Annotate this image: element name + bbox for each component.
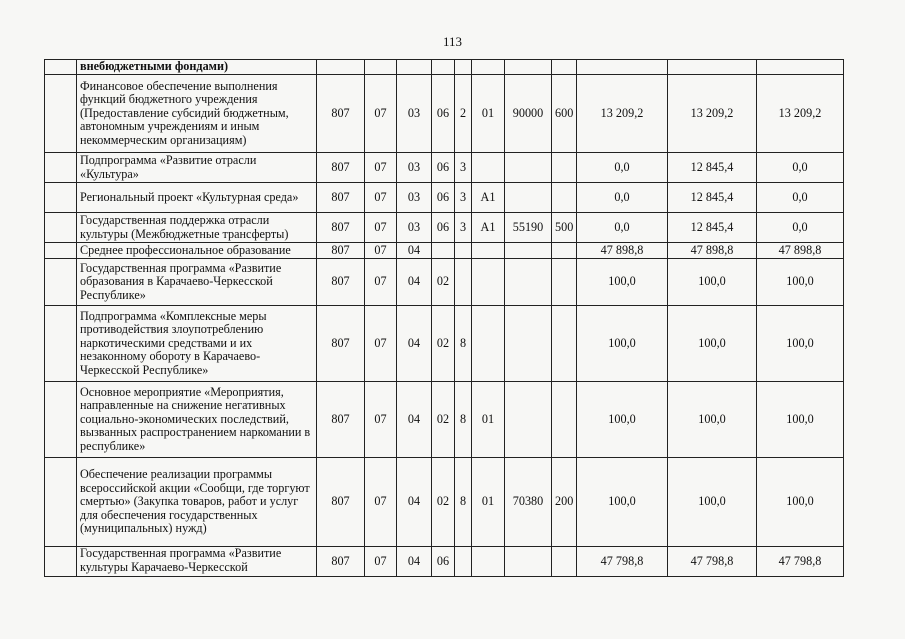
cell-direction: 55190 — [505, 213, 552, 243]
cell-subprogram: 8 — [455, 306, 472, 382]
cell-year-2: 100,0 — [668, 259, 757, 306]
cell-rz — [365, 60, 397, 75]
cell-year-3: 0,0 — [757, 183, 844, 213]
cell-subprogram: 3 — [455, 153, 472, 183]
cell-direction — [505, 243, 552, 259]
cell-gr: 807 — [317, 243, 365, 259]
row-name: Региональный проект «Культурная среда» — [77, 183, 317, 213]
cell-program: 06 — [432, 75, 455, 153]
cell-year-2: 100,0 — [668, 306, 757, 382]
cell-vr: 600 — [552, 75, 577, 153]
cell-rz: 07 — [365, 458, 397, 547]
table-row — [45, 75, 844, 153]
cell-direction — [505, 183, 552, 213]
cell-pr: 03 — [397, 153, 432, 183]
cell-year-1: 13 209,2 — [577, 75, 668, 153]
cell-event: A1 — [472, 213, 505, 243]
cell-year-2: 100,0 — [668, 382, 757, 458]
cell-gr: 807 — [317, 458, 365, 547]
table-row — [45, 547, 844, 577]
cell-direction — [505, 153, 552, 183]
cell-direction — [505, 259, 552, 306]
cell-vr — [552, 306, 577, 382]
cell-vr — [552, 153, 577, 183]
table-row — [45, 306, 844, 382]
cell-event: A1 — [472, 183, 505, 213]
row-name: Обеспечение реализации программы всероссийской акции «Сообщи, где торгуют смертью» (Закупка товаров, работ и услуг для обеспечения государственных (муниципальных) нужд) — [77, 458, 317, 547]
table-row — [45, 259, 844, 306]
cell-program: 06 — [432, 547, 455, 577]
cell-direction — [505, 306, 552, 382]
cell-program — [432, 60, 455, 75]
cell-year-1: 47 898,8 — [577, 243, 668, 259]
cell-year-1: 0,0 — [577, 153, 668, 183]
table-row — [45, 153, 844, 183]
cell-rz: 07 — [365, 306, 397, 382]
cell-gr: 807 — [317, 153, 365, 183]
cell-pr: 04 — [397, 243, 432, 259]
cell-gr: 807 — [317, 183, 365, 213]
row-name: Финансовое обеспечение выполнения функций бюджетного учреждения (Предоставление субсидий бюджетным, автономным учреждениям и иным некоммерческим организациям) — [77, 75, 317, 153]
cell-program — [432, 243, 455, 259]
table-row — [45, 382, 844, 458]
cell-year-2: 12 845,4 — [668, 153, 757, 183]
row-name: Среднее профессиональное образование — [77, 243, 317, 259]
cell-rz: 07 — [365, 243, 397, 259]
cell-year-3: 100,0 — [757, 458, 844, 547]
cell-program: 02 — [432, 458, 455, 547]
cell-event: 01 — [472, 75, 505, 153]
cell-gr: 807 — [317, 306, 365, 382]
row-name: внебюджетными фондами) — [77, 60, 317, 75]
cell-direction — [505, 382, 552, 458]
table-row — [45, 183, 844, 213]
cell-event — [472, 306, 505, 382]
cell-year-1: 0,0 — [577, 213, 668, 243]
cell-year-2: 13 209,2 — [668, 75, 757, 153]
cell-event: 01 — [472, 382, 505, 458]
cell-subprogram — [455, 259, 472, 306]
cell-event — [472, 153, 505, 183]
cell-year-1: 47 798,8 — [577, 547, 668, 577]
cell-year-1: 100,0 — [577, 458, 668, 547]
cell-pr: 04 — [397, 306, 432, 382]
cell-rz: 07 — [365, 382, 397, 458]
cell-vr — [552, 382, 577, 458]
cell-year-2: 100,0 — [668, 458, 757, 547]
cell-year-3: 100,0 — [757, 259, 844, 306]
cell-year-3: 47 898,8 — [757, 243, 844, 259]
cell-pr: 03 — [397, 183, 432, 213]
cell-event — [472, 547, 505, 577]
cell-subprogram — [455, 243, 472, 259]
cell-program: 06 — [432, 183, 455, 213]
cell-program: 02 — [432, 259, 455, 306]
cell-vr — [552, 259, 577, 306]
page-number: 113 — [442, 34, 463, 49]
cell-year-3: 100,0 — [757, 382, 844, 458]
cell-gr — [317, 60, 365, 75]
cell-gr: 807 — [317, 213, 365, 243]
cell-program: 06 — [432, 213, 455, 243]
cell-subprogram: 2 — [455, 75, 472, 153]
cell-subprogram — [455, 547, 472, 577]
cell-pr: 04 — [397, 382, 432, 458]
cell-year-1: 100,0 — [577, 259, 668, 306]
cell-rz: 07 — [365, 213, 397, 243]
cell-direction: 70380 — [505, 458, 552, 547]
cell-vr — [552, 60, 577, 75]
cell-gr: 807 — [317, 75, 365, 153]
cell-event — [472, 60, 505, 75]
cell-gr: 807 — [317, 547, 365, 577]
cell-rz: 07 — [365, 75, 397, 153]
cell-event — [472, 259, 505, 306]
cell-gr: 807 — [317, 259, 365, 306]
cell-year-3: 100,0 — [757, 306, 844, 382]
cell-pr: 04 — [397, 259, 432, 306]
cell-pr: 04 — [397, 547, 432, 577]
cell-rz: 07 — [365, 259, 397, 306]
cell-year-2: 47 798,8 — [668, 547, 757, 577]
cell-year-1: 100,0 — [577, 306, 668, 382]
cell-year-2: 12 845,4 — [668, 183, 757, 213]
row-name: Подпрограмма «Развитие отрасли «Культура» — [77, 153, 317, 183]
row-name: Государственная поддержка отрасли культуры (Межбюджетные трансферты) — [77, 213, 317, 243]
cell-program: 06 — [432, 153, 455, 183]
cell-year-2 — [668, 60, 757, 75]
table-row — [45, 213, 844, 243]
cell-direction — [505, 60, 552, 75]
cell-year-2: 47 898,8 — [668, 243, 757, 259]
cell-subprogram: 3 — [455, 213, 472, 243]
cell-year-1 — [577, 60, 668, 75]
row-name: Основное мероприятие «Мероприятия, направленные на снижение негативных социально-экономических последствий, вызванных распространением наркомании в республике» — [77, 382, 317, 458]
cell-pr: 03 — [397, 213, 432, 243]
cell-subprogram: 8 — [455, 458, 472, 547]
cell-year-3: 0,0 — [757, 153, 844, 183]
cell-event — [472, 243, 505, 259]
cell-subprogram: 3 — [455, 183, 472, 213]
cell-program: 02 — [432, 382, 455, 458]
cell-event: 01 — [472, 458, 505, 547]
cell-vr: 200 — [552, 458, 577, 547]
table-row — [45, 458, 844, 547]
cell-rz: 07 — [365, 153, 397, 183]
table-row — [45, 60, 844, 75]
cell-year-3 — [757, 60, 844, 75]
cell-year-2: 12 845,4 — [668, 213, 757, 243]
table-row — [45, 243, 844, 259]
cell-year-3: 0,0 — [757, 213, 844, 243]
cell-vr — [552, 547, 577, 577]
cell-vr — [552, 243, 577, 259]
cell-vr: 500 — [552, 213, 577, 243]
cell-program: 02 — [432, 306, 455, 382]
budget-table — [44, 59, 844, 577]
cell-year-3: 13 209,2 — [757, 75, 844, 153]
cell-year-1: 100,0 — [577, 382, 668, 458]
cell-subprogram — [455, 60, 472, 75]
cell-vr — [552, 183, 577, 213]
cell-rz: 07 — [365, 183, 397, 213]
cell-subprogram: 8 — [455, 382, 472, 458]
cell-rz: 07 — [365, 547, 397, 577]
cell-gr: 807 — [317, 382, 365, 458]
cell-direction: 90000 — [505, 75, 552, 153]
row-name: Государственная программа «Развитие образования в Карачаево-Черкесской Республике» — [77, 259, 317, 306]
cell-year-3: 47 798,8 — [757, 547, 844, 577]
row-name: Подпрограмма «Комплексные меры противодействия злоупотреблению наркотическими средствами и их незаконному обороту в Карачаево-Черкесской Республике» — [77, 306, 317, 382]
cell-pr: 03 — [397, 75, 432, 153]
cell-year-1: 0,0 — [577, 183, 668, 213]
cell-direction — [505, 547, 552, 577]
cell-pr: 04 — [397, 458, 432, 547]
cell-pr — [397, 60, 432, 75]
row-name: Государственная программа «Развитие культуры Карачаево-Черкесской — [77, 547, 317, 577]
